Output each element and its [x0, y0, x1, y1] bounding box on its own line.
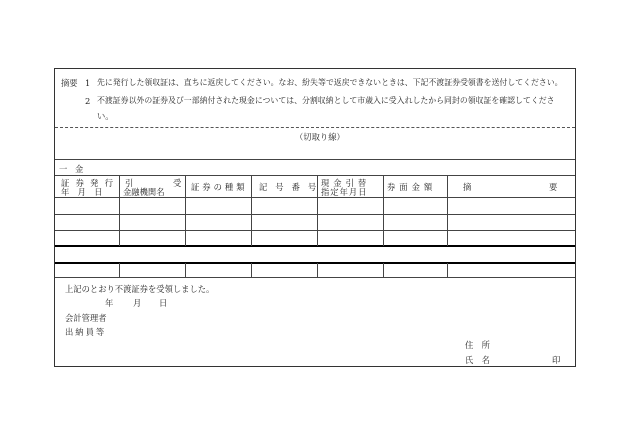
receipt-official-treasurer: 会計管理者 [65, 313, 107, 323]
note-1-number: 1 [85, 78, 91, 88]
header-issue-date-top: 証 券 発 行 [61, 178, 113, 188]
header-cash-exchange-top: 現金引替 [321, 178, 371, 188]
header-face-value: 券面金額 [387, 182, 437, 192]
receipt-col-divider-1 [119, 263, 120, 277]
col-divider-1 [119, 175, 120, 246]
col-divider-3 [251, 175, 252, 246]
note-2-number: 2 [85, 96, 91, 106]
col-divider-5 [383, 175, 384, 246]
note-2-continuation: い。 [97, 111, 114, 121]
receipt-seal-mark: 印 [552, 355, 561, 365]
receipt-name-label: 氏 名 [465, 355, 490, 365]
note-1-text: 先に発行した領収証は、直ちに返戻してください。なお、紛失等で返戻できないときは、下記不渡証券受領書を送付してください。 [97, 78, 563, 87]
row-rule-2 [55, 230, 575, 231]
header-bank-top-left: 引 [125, 178, 134, 188]
receipt-date-day: 日 [159, 298, 168, 308]
receipt-col-divider-5 [383, 263, 384, 277]
col-divider-6 [447, 175, 448, 246]
receipt-official-cashier: 出納員等 [65, 327, 107, 337]
receipt-top-thick-rule [55, 262, 575, 264]
header-serial-number: 記号番号 [259, 182, 325, 192]
col-divider-2 [185, 175, 186, 246]
receipt-statement: 上記のとおり不渡証券を受領しました。 [65, 284, 215, 294]
row-rule-1 [55, 214, 575, 215]
receipt-col-divider-4 [317, 263, 318, 277]
header-top-rule [55, 175, 575, 176]
table-bottom-thick-rule [55, 245, 575, 247]
header-bank-name: 金融機関名 [123, 187, 165, 197]
receipt-col-divider-3 [251, 263, 252, 277]
header-security-type: 証券の種類 [191, 182, 248, 192]
form-frame [54, 68, 576, 367]
header-issue-date-bottom: 年 月 日 [61, 187, 103, 197]
ikin-char-1: 一 [59, 164, 68, 174]
header-remarks-right: 要 [549, 182, 558, 192]
header-bank-top-right: 受 [173, 178, 182, 188]
cut-line-label: （切取り線） [295, 132, 345, 142]
receipt-row-bottom-rule [55, 277, 575, 278]
header-cash-exchange-bottom: 指定年月日 [321, 187, 368, 197]
note-2-text: 不渡証券以外の証券及び一部納付された現金については、分割収納として市歳入に受入れしたから同封の領収証を確認してくださ [97, 96, 555, 105]
ikin-char-2: 金 [75, 164, 84, 174]
receipt-date-year: 年 [105, 298, 114, 308]
receipt-col-divider-6 [447, 263, 448, 277]
cut-line-dashed [55, 127, 575, 128]
receipt-col-divider-2 [185, 263, 186, 277]
header-remarks-left: 摘 [463, 182, 472, 192]
notes-label: 摘要 [61, 78, 78, 88]
table-top-rule [55, 159, 575, 160]
header-bottom-rule [55, 197, 575, 198]
receipt-address-label: 住 所 [465, 340, 490, 350]
receipt-date-month: 月 [133, 298, 142, 308]
